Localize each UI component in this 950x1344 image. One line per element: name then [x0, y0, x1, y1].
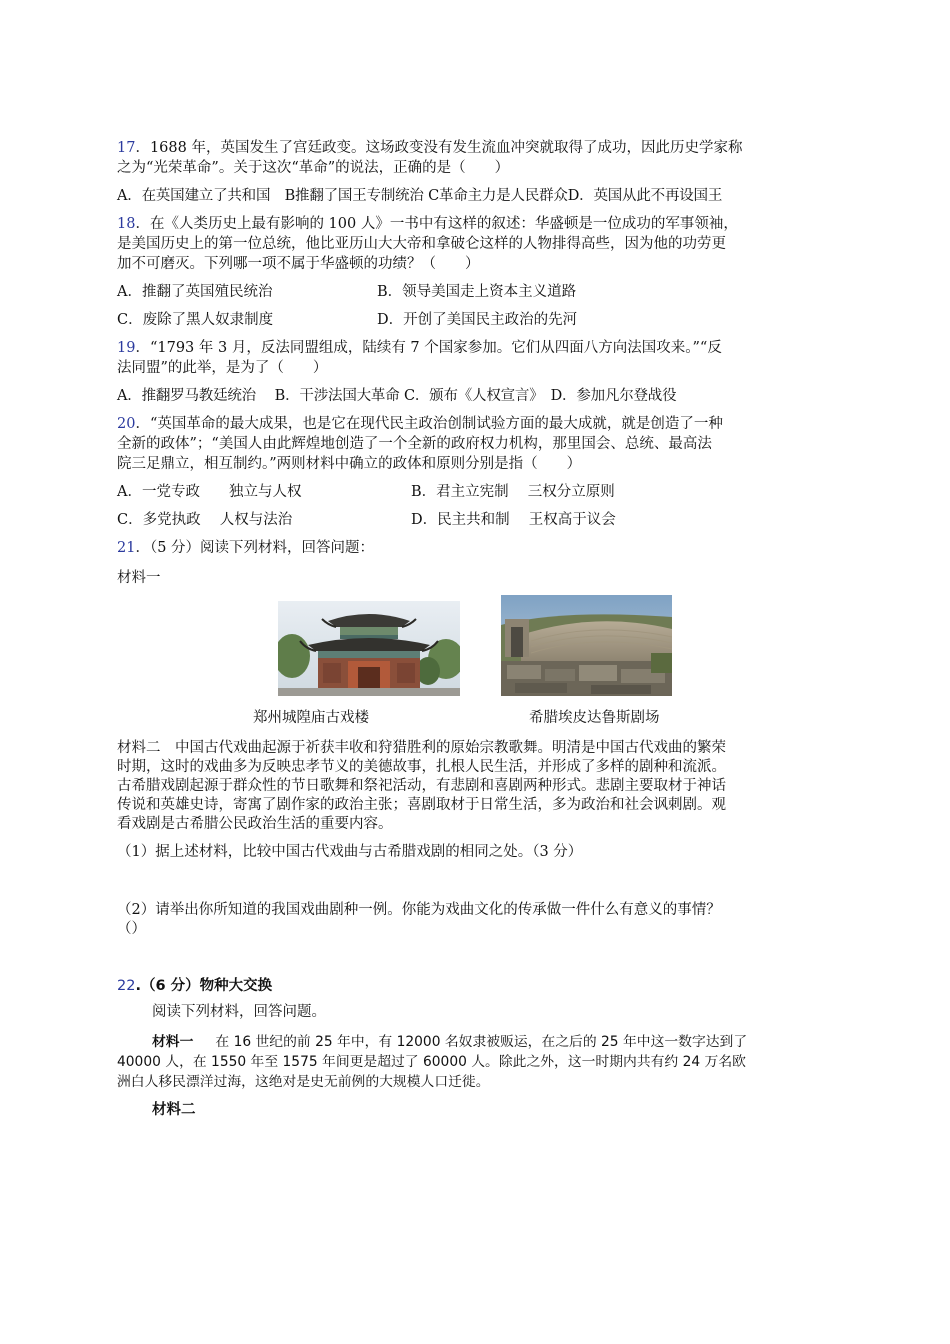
q18-option-c: C．废除了黑人奴隶制度 [117, 312, 274, 328]
q20-option-b: B．君主立宪制 三权分立原则 [411, 484, 615, 500]
q19-stem-line1: 19．“1793 年 3 月，反法同盟组成，陆续有 7 个国家参加。它们从四面八方向法国攻来。”“反 [117, 340, 722, 356]
q20-number: 20 [117, 416, 136, 432]
q19-number: 19 [117, 340, 136, 356]
q19-options: A．推翻罗马教廷统治 B．干涉法国大革命 C．颁布《人权宣言》 D．参加凡尔登战役 [117, 388, 677, 404]
q21-material2-line1: 材料二 中国古代戏曲起源于祈获丰收和狩猎胜利的原始宗教歌舞。明清是中国古代戏曲的繁荣 [117, 740, 726, 756]
caption-opera-tower: 郑州城隍庙古戏楼 [253, 710, 369, 726]
q21-material1-label: 材料一 [117, 570, 161, 586]
q18-options-row1 [117, 282, 835, 302]
q19-stem-line2: 法同盟”的此举，是为了（ ） [117, 360, 328, 376]
q20-options-row2 [117, 510, 835, 530]
q18-options-row2 [117, 310, 835, 330]
q22-material1-line3: 洲白人移民漂洋过海，这绝对是史无前例的大规模人口迁徙。 [117, 1074, 490, 1090]
q20-options-row1 [117, 482, 835, 502]
q20-stem-line3: 院三足鼎立，相互制约。”两则材料中确立的政体和原则分别是指（ ） [117, 456, 582, 472]
q18-option-b: B．领导美国走上资本主义道路 [377, 284, 577, 300]
q20-option-c: C．多党执政 人权与法治 [117, 512, 293, 528]
q17-number: 17 [117, 140, 136, 156]
q18-stem-line1: 18．在《人类历史上最有影响的 100 人》一书中有这样的叙述：华盛顿是一位成功的军事领袖， [117, 216, 738, 232]
q22-material1-line2: 40000 人，在 1550 年至 1575 年间更是超过了 60000 人。除此之外，这一时期内共有约 24 万名欧 [117, 1054, 746, 1070]
q21-number: 21 [117, 540, 136, 556]
q22-material1-line1: 材料一 在 16 世纪的前 25 年中，有 12000 名奴隶被贩运，在之后的 25 年中这一数字达到了 [152, 1034, 748, 1050]
q18-option-a: A．推翻了英国殖民统治 [117, 284, 273, 300]
q18-number: 18 [117, 216, 136, 232]
q21-subquestion-2-line2: （） [117, 921, 146, 937]
q18-option-d: D．开创了美国民主政治的先河 [377, 312, 578, 328]
q20-stem-line1: 20．“英国革命的最大成果，也是它在现代民主政治创制试验方面的最大成就，就是创造了一种 [117, 416, 723, 432]
q22-intro: 阅读下列材料，回答问题。 [152, 1004, 326, 1020]
q18-stem-line2: 是美国历史上的第一位总统，他比亚历山大大帝和拿破仑这样的人物排得高些，因为他的功劳更 [117, 236, 726, 252]
q20-option-a: A．一党专政 独立与人权 [117, 484, 302, 500]
q21-material2-line4: 传说和英雄史诗，寄寓了剧作家的政治主张；喜剧取材于日常生活，多为政治和社会讽刺剧。观 [117, 797, 726, 813]
q20-option-d: D．民主共和制 王权高于议会 [411, 512, 616, 528]
q22-title: 22.（6 分）物种大交换 [117, 978, 273, 994]
q21-material2-line3: 古希腊戏剧起源于群众性的节日歌舞和祭祀活动，有悲剧和喜剧两种形式。悲剧主要取材于神话 [117, 778, 726, 794]
q21-subquestion-1: （1）据上述材料，比较中国古代戏曲与古希腊戏剧的相同之处。（3 分） [117, 844, 583, 860]
q20-stem-line2: 全新的政体”；“美国人由此辉煌地创造了一个全新的政府权力机构，那里国会、总统、最高法 [117, 436, 712, 452]
q21-subquestion-2-line1: （2）请举出你所知道的我国戏曲剧种一例。你能为戏曲文化的传承做一件什么有意义的事情？ [117, 902, 721, 918]
caption-epidaurus-theatre: 希腊埃皮达鲁斯剧场 [529, 710, 660, 726]
q21-material2-line5: 看戏剧是古希腊公民政治生活的重要内容。 [117, 816, 393, 832]
epidaurus-theatre-photo [501, 595, 672, 696]
opera-tower-photo [278, 601, 460, 696]
q22-number: 22 [117, 978, 136, 994]
q21-stem: 21．（5 分）阅读下列材料，回答问题： [117, 540, 375, 556]
q18-stem-line3: 加不可磨灭。下列哪一项不属于华盛顿的功绩？（ ） [117, 256, 480, 272]
q22-material1-label: 材料一 [152, 1034, 194, 1050]
q17-stem-line2: 之为“光荣革命”。关于这次“革命”的说法，正确的是（ ） [117, 160, 510, 176]
q22-material2-label: 材料二 [152, 1102, 196, 1118]
q17-options: A．在英国建立了共和国 B推翻了国王专制统治 C革命主力是人民群众D．英国从此不再设国王 [117, 188, 723, 204]
q17-stem-line1: 17．1688 年，英国发生了宫廷政变。这场政变没有发生流血冲突就取得了成功，因此历史学家称 [117, 140, 743, 156]
q21-material2-line2: 时期，这时的戏曲多为反映忠孝节义的美德故事，扎根人民生活，并形成了多样的剧种和流派。 [117, 759, 726, 775]
